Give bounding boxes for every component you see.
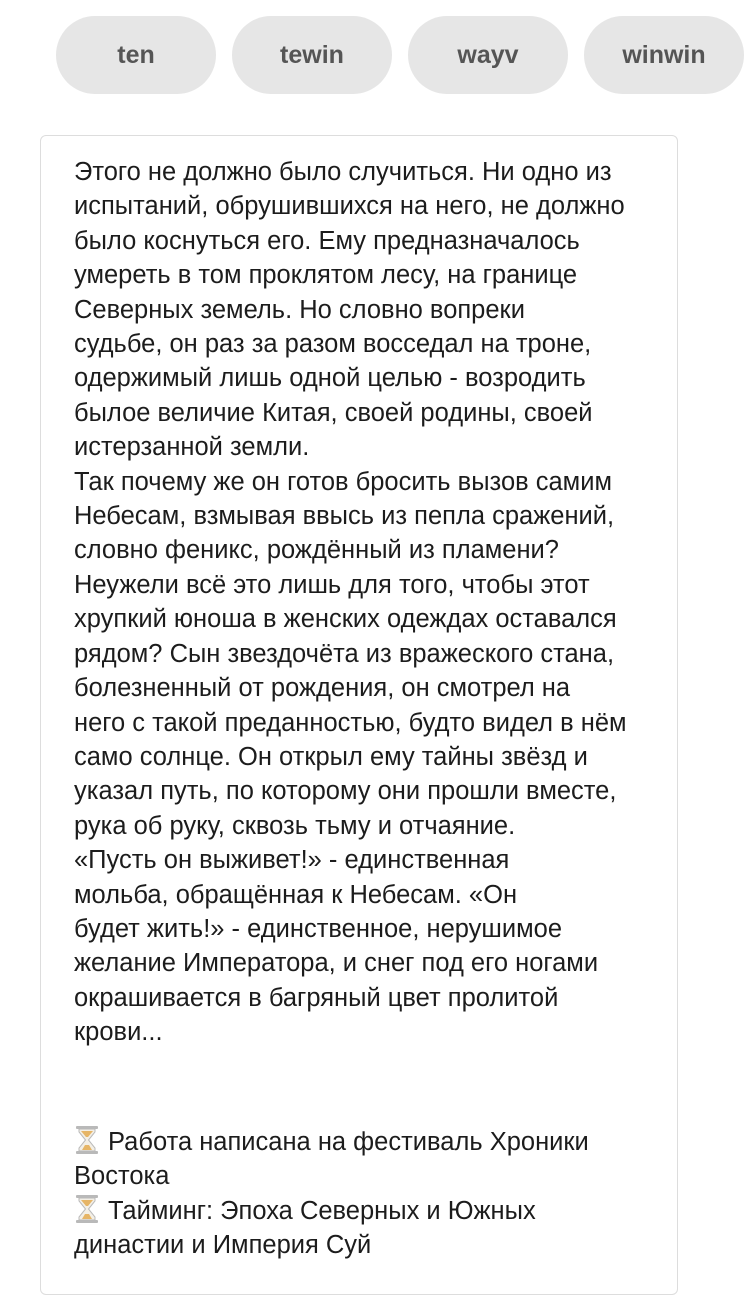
timing-note-continued: династии и Империя Суй (74, 1231, 372, 1260)
festival-note-text: Работа написана на фестиваль Хроники (108, 1128, 589, 1156)
description-line: было коснуться его. Ему предназначалось (74, 226, 580, 255)
tag-wayv[interactable]: wayv (408, 16, 568, 94)
festival-note (74, 1125, 664, 1159)
festival-note-continued: Востока (74, 1162, 170, 1191)
description-line: умереть в том проклятом лесу, на границе (74, 261, 578, 290)
description-line: будет жить!» - единственное, нерушимое (74, 914, 563, 943)
tags-track (0, 16, 706, 94)
work-meta (74, 1125, 664, 1263)
description-line: Неужели всё это лишь для того, чтобы этот (74, 570, 590, 599)
description-line: одержимый лишь одной целью - возродить (74, 364, 586, 393)
description-line: судьбе, он раз за разом восседал на троне, (74, 330, 592, 359)
tag-winwin[interactable]: winwin (584, 16, 744, 94)
description-line: «Пусть он выживет!» - единственная (74, 846, 510, 875)
description-text (74, 155, 664, 1050)
description-line: желание Императора, и снег под его ногами (74, 949, 599, 978)
description-line: Так почему же он готов бросить вызов самим (74, 467, 612, 496)
description-line: болезненный от рождения, он смотрел на (74, 674, 571, 703)
description-line: Северных земель. Но словно вопреки (74, 295, 525, 324)
description-line: истерзанной земли. (74, 433, 310, 462)
description-line: Небесам, взмывая ввысь из пепла сражений, (74, 502, 615, 531)
hourglass-icon (74, 1125, 100, 1155)
description-line: былое величие Китая, своей родины, своей (74, 398, 593, 427)
tags-row (0, 16, 706, 96)
description-line: Этого не должно было случиться. Ни одно из (74, 158, 612, 186)
description-line: мольба, обращённая к Небесам. «Он (74, 880, 518, 909)
description-line: окрашивается в багряный цвет пролитой (74, 983, 559, 1012)
description-line: него с такой преданностью, будто видел в нём (74, 708, 627, 737)
description-line: словно феникс, рождённый из пламени? (74, 536, 559, 565)
description-line: само солнце. Он открыл ему тайны звёзд и (74, 742, 588, 771)
description-line: хрупкий юноша в женских одеждах оставался (74, 605, 617, 634)
description-line: рядом? Сын звездочёта из вражеского стана, (74, 639, 615, 668)
description-line: рука об руку, сквозь тьму и отчаяние. (74, 811, 516, 840)
tag-ten[interactable]: ten (56, 16, 216, 94)
hourglass-icon (74, 1194, 100, 1224)
description-card (40, 135, 678, 1295)
timing-note (74, 1194, 664, 1228)
timing-note-text: Тайминг: Эпоха Северных и Южных (108, 1196, 536, 1225)
description-line: крови... (74, 1018, 163, 1047)
description-line: испытаний, обрушившихся на него, не должно (74, 192, 625, 221)
description-line: указал путь, по которому они прошли вместе, (74, 777, 617, 806)
tag-tewin[interactable]: tewin (232, 16, 392, 94)
